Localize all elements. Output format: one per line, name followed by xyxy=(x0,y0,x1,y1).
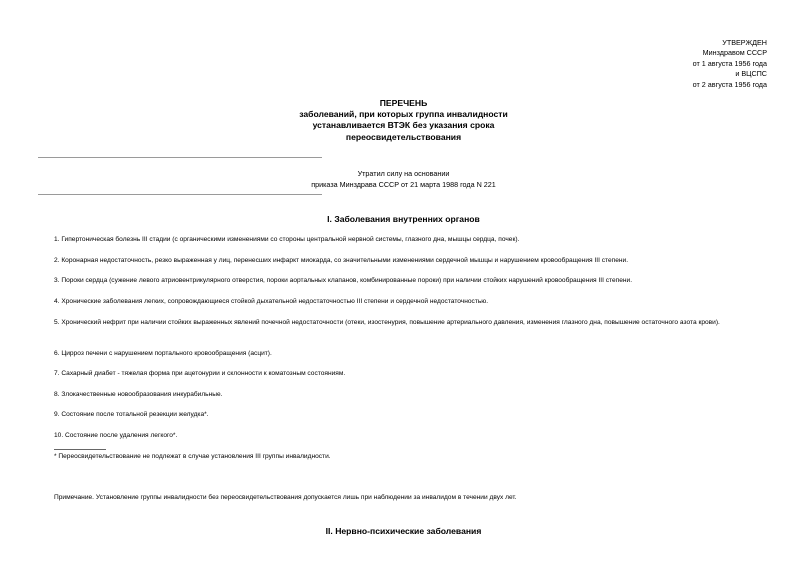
approval-line: УТВЕРЖДЕН xyxy=(722,38,767,47)
list-item: 1. Гипертоническая болезнь III стадии (с органическими изменениями со стороны центральной нервной системы, глазного дна, мышцы сердца, почек). xyxy=(54,236,520,243)
list-item: 6. Цирроз печени с нарушением портального кровообращения (асцит). xyxy=(54,350,272,357)
divider-top xyxy=(38,157,322,158)
repeal-notice xyxy=(0,168,807,190)
approval-line: от 1 августа 1956 года xyxy=(692,58,767,68)
document-title xyxy=(0,98,807,143)
list-item: 3. Пороки сердца (сужение левого атриовентрикулярного отверстия, пороки аортальных клапанов, комбинированные пороки) при наличии стойких нарушений кровообращения III степени. xyxy=(54,277,633,284)
list-item: 8. Злокачественные новообразования инкурабильные. xyxy=(54,391,223,398)
divider-bottom xyxy=(38,194,322,195)
approval-line: Минздравом СССР xyxy=(702,48,767,58)
footnote: * Переосвидетельствование не подлежат в случае установления III группы инвалидности. xyxy=(54,453,331,460)
footnote-divider xyxy=(54,449,106,450)
list-item: 2. Коронарная недостаточность, резко выраженная у лиц, перенесших инфаркт миокарда, со значительными изменениями сердечной мышцы и нарушением кровообращения III степени. xyxy=(54,257,629,264)
approval-line: и ВЦСПС xyxy=(735,69,767,79)
repeal-line: Утратил силу на основании xyxy=(357,169,450,178)
title-line: переосвидетельствования xyxy=(345,131,462,142)
list-item: 5. Хронический нефрит при наличии стойких выраженных явлений почечной недостаточности (отеки, изостенурия, повышение артериального давления, изменения глазного дна, повышение остаточного азота крови). xyxy=(54,319,720,326)
section-heading: II. Нервно-психические заболевания xyxy=(325,526,482,536)
title-line: устанавливается ВТЭК без указания срока xyxy=(312,120,495,131)
title-line: заболеваний, при которых группа инвалидности xyxy=(299,109,508,120)
title-line: ПЕРЕЧЕНЬ xyxy=(379,98,428,108)
approval-line: от 2 августа 1956 года xyxy=(692,79,767,89)
list-item: 4. Хронические заболевания легких, сопровождающиеся стойкой дыхательной недостаточностью III степени и сердечной недостаточностью. xyxy=(54,298,489,305)
section-heading: I. Заболевания внутренних органов xyxy=(327,214,480,224)
list-item: 7. Сахарный диабет - тяжелая форма при ацетонурии и склонности к коматозным состояниям. xyxy=(54,370,346,377)
approval-stamp xyxy=(693,38,767,90)
note: Примечание. Установление группы инвалидности без переосвидетельствования допускается лишь при наблюдении за инвалидом в течении двух лет. xyxy=(54,494,517,501)
repeal-line: приказа Минздрава СССР от 21 марта 1988 года N 221 xyxy=(311,180,496,189)
list-item: 9. Состояние после тотальной резекции желудка*. xyxy=(54,411,209,418)
list-item: 10. Состояние после удаления легкого*. xyxy=(54,432,178,439)
